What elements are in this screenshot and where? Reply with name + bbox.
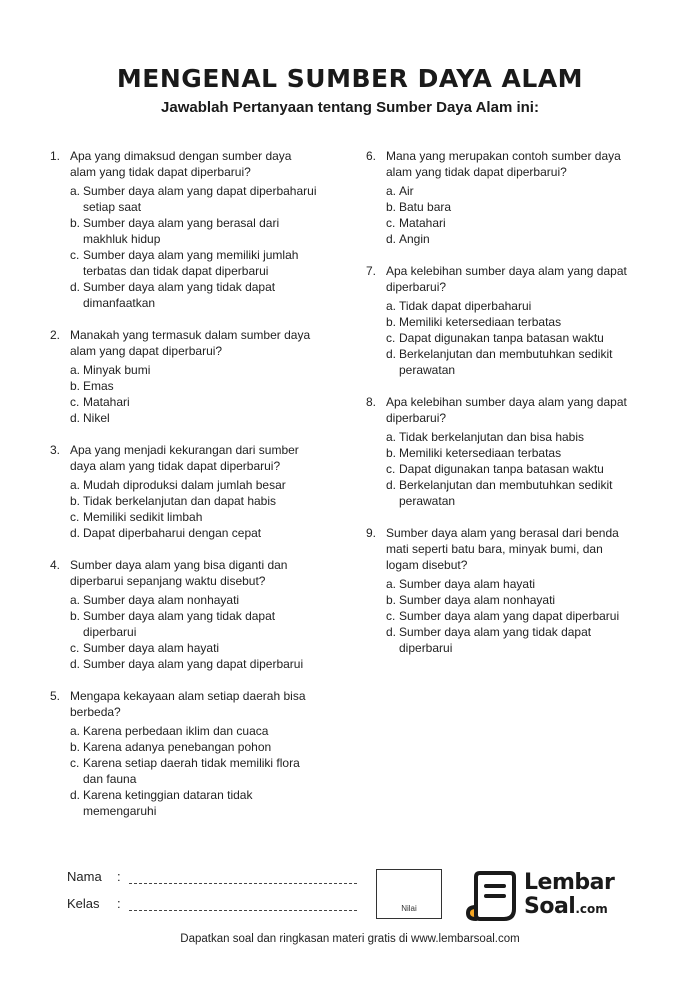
answer-option[interactable]	[386, 624, 636, 656]
answer-option[interactable]	[70, 656, 320, 672]
option-letter: d.	[70, 657, 81, 671]
option-letter: a.	[70, 724, 81, 738]
question-text: Sumber daya alam yang bisa diganti dan diperbarui sepanjang waktu disebut?	[70, 558, 288, 588]
option-letter: d.	[386, 232, 397, 246]
option-text: Memiliki sedikit limbah	[83, 510, 203, 524]
worksheet-title: MENGENAL SUMBER DAYA ALAM	[116, 64, 584, 93]
question-number: 4.	[50, 558, 61, 572]
option-letter: d.	[70, 411, 81, 425]
option-text: Air	[399, 184, 414, 198]
option-text: Sumber daya alam hayati	[399, 577, 536, 591]
option-letter: c.	[70, 641, 80, 655]
answer-option[interactable]	[386, 477, 636, 509]
option-text: Sumber daya alam yang memiliki jumlah terbatas dan tidak dapat diperbarui	[83, 248, 299, 278]
answer-option[interactable]	[386, 330, 636, 346]
option-letter: b.	[70, 216, 81, 230]
answer-option[interactable]	[386, 429, 636, 445]
answer-option[interactable]	[70, 509, 320, 525]
answer-option[interactable]	[70, 362, 320, 378]
option-text: Mudah diproduksi dalam jumlah besar	[83, 478, 286, 492]
option-letter: b.	[386, 200, 397, 214]
answer-option[interactable]	[70, 592, 320, 608]
answer-option[interactable]	[70, 525, 320, 541]
option-text: Angin	[399, 232, 430, 246]
option-letter: a.	[70, 363, 81, 377]
question-text: Mana yang merupakan contoh sumber daya alam yang tidak dapat diperbarui?	[386, 149, 621, 179]
answer-options	[50, 477, 320, 541]
option-letter: d.	[70, 280, 81, 294]
option-letter: a.	[386, 430, 397, 444]
option-text: Nikel	[83, 411, 110, 425]
answer-option[interactable]	[386, 231, 636, 247]
logo-dotcom: .com	[575, 902, 608, 916]
answer-options	[50, 362, 320, 426]
question-number: 6.	[366, 149, 377, 163]
question-item	[366, 148, 636, 247]
answer-option[interactable]	[386, 576, 636, 592]
answer-option[interactable]	[70, 410, 320, 426]
option-text: Memiliki ketersediaan terbatas	[399, 446, 562, 460]
question-item	[366, 525, 636, 656]
answer-option[interactable]	[70, 378, 320, 394]
question-item	[366, 263, 636, 378]
logo-word-lembar: Lembar	[524, 870, 615, 895]
question-item	[50, 557, 320, 672]
option-text: Tidak berkelanjutan dan bisa habis	[399, 430, 585, 444]
option-letter: a.	[386, 577, 397, 591]
scroll-document-icon	[466, 869, 518, 923]
question-number: 3.	[50, 443, 61, 457]
option-text: Karena adanya penebangan pohon	[83, 740, 272, 754]
option-letter: c.	[386, 216, 396, 230]
answer-option[interactable]	[386, 199, 636, 215]
option-text: Karena perbedaan iklim dan cuaca	[83, 724, 269, 738]
option-text: Berkelanjutan dan membutuhkan sedikit perawatan	[399, 347, 613, 377]
option-text: Sumber daya alam yang dapat diperbarui	[83, 657, 304, 671]
question-text: Manakah yang termasuk dalam sumber daya alam yang dapat diperbarui?	[70, 328, 311, 358]
questions-column-right	[366, 148, 636, 672]
question-number: 5.	[50, 689, 61, 703]
question-number: 8.	[366, 395, 377, 409]
option-letter: d.	[386, 478, 397, 492]
worksheet-subtitle: Jawablah Pertanyaan tentang Sumber Daya Alam ini:	[161, 99, 539, 116]
answer-options	[50, 592, 320, 672]
answer-option[interactable]	[70, 723, 320, 739]
option-text: Minyak bumi	[83, 363, 151, 377]
questions-column-left	[50, 148, 320, 835]
option-letter: c.	[386, 331, 396, 345]
class-label: Kelas	[67, 896, 100, 911]
question-header	[366, 525, 636, 573]
logo-soal-text: Soal	[524, 894, 576, 919]
option-text: Emas	[83, 379, 114, 393]
option-text: Sumber daya alam yang tidak dapat diperbarui	[83, 609, 276, 639]
option-letter: b.	[70, 494, 81, 508]
question-text: Mengapa kekayaan alam setiap daerah bisa berbeda?	[70, 689, 306, 719]
option-text: Batu bara	[399, 200, 452, 214]
question-text: Sumber daya alam yang berasal dari benda mati seperti batu bara, minyak bumi, dan logam disebut?	[386, 526, 619, 572]
option-text: Memiliki ketersediaan terbatas	[399, 315, 562, 329]
question-item	[366, 394, 636, 509]
answer-options	[366, 298, 636, 378]
option-letter: d.	[386, 347, 397, 361]
answer-options	[50, 723, 320, 819]
option-text: Karena ketinggian dataran tidak memengaruhi	[83, 788, 253, 818]
question-header	[50, 327, 320, 359]
option-text: Sumber daya alam hayati	[83, 641, 220, 655]
answer-option[interactable]	[70, 394, 320, 410]
logo-word-soal	[524, 894, 608, 919]
question-text: Apa yang menjadi kekurangan dari sumber daya alam yang tidak dapat diperbarui?	[70, 443, 299, 473]
question-item	[50, 442, 320, 541]
answer-option[interactable]	[70, 493, 320, 509]
option-letter: d.	[70, 526, 81, 540]
option-letter: b.	[70, 609, 81, 623]
question-text: Apa yang dimaksud dengan sumber daya alam yang tidak dapat diperbarui?	[70, 149, 292, 179]
answer-option[interactable]	[70, 608, 320, 640]
option-letter: b.	[70, 379, 81, 393]
option-letter: c.	[70, 395, 80, 409]
option-text: Sumber daya alam nonhayati	[399, 593, 556, 607]
score-box[interactable]	[376, 869, 442, 919]
answer-option[interactable]	[70, 739, 320, 755]
answer-option[interactable]	[386, 183, 636, 199]
answer-option[interactable]	[70, 247, 320, 279]
option-text: Sumber daya alam yang tidak dapat dimanfaatkan	[83, 280, 276, 310]
option-text: Sumber daya alam yang dapat diperbarui	[399, 609, 620, 623]
name-row	[67, 869, 357, 884]
option-text: Dapat digunakan tanpa batasan waktu	[399, 331, 604, 345]
question-number: 9.	[366, 526, 377, 540]
question-text: Apa kelebihan sumber daya alam yang dapat diperbarui?	[386, 264, 627, 294]
answer-options	[366, 183, 636, 247]
answer-option[interactable]	[70, 477, 320, 493]
option-letter: a.	[70, 593, 81, 607]
question-number: 7.	[366, 264, 377, 278]
option-text: Sumber daya alam yang tidak dapat diperbarui	[399, 625, 592, 655]
option-letter: a.	[70, 478, 81, 492]
option-letter: c.	[386, 462, 396, 476]
option-text: Dapat diperbaharui dengan cepat	[83, 526, 262, 540]
option-letter: b.	[386, 446, 397, 460]
answer-option[interactable]	[70, 183, 320, 215]
option-letter: b.	[386, 593, 397, 607]
question-header	[366, 148, 636, 180]
answer-option[interactable]	[386, 314, 636, 330]
option-letter: c.	[70, 248, 80, 262]
option-text: Sumber daya alam nonhayati	[83, 593, 240, 607]
answer-option[interactable]	[386, 346, 636, 378]
option-letter: b.	[70, 740, 81, 754]
lembarsoal-logo	[466, 869, 626, 925]
answer-option[interactable]	[386, 215, 636, 231]
answer-option[interactable]	[386, 461, 636, 477]
question-header	[50, 148, 320, 180]
answer-option[interactable]	[386, 445, 636, 461]
answer-option[interactable]	[70, 640, 320, 656]
question-item	[50, 327, 320, 426]
option-text: Sumber daya alam yang berasal dari makhluk hidup	[83, 216, 280, 246]
question-number: 1.	[50, 149, 61, 163]
option-letter: c.	[70, 510, 80, 524]
option-text: Karena setiap daerah tidak memiliki flora dan fauna	[83, 756, 300, 786]
option-letter: d.	[70, 788, 81, 802]
question-header	[50, 688, 320, 720]
class-row	[67, 896, 357, 911]
option-letter: d.	[386, 625, 397, 639]
option-text: Matahari	[83, 395, 130, 409]
option-letter: c.	[70, 756, 80, 770]
class-colon: :	[117, 896, 121, 911]
answer-option[interactable]	[386, 592, 636, 608]
footer-note: Dapatkan soal dan ringkasan materi gratis di www.lembarsoal.com	[180, 933, 520, 945]
answer-option[interactable]	[70, 755, 320, 787]
name-field-line[interactable]	[129, 871, 357, 884]
answer-option[interactable]	[70, 279, 320, 311]
option-letter: a.	[386, 299, 397, 313]
option-text: Berkelanjutan dan membutuhkan sedikit perawatan	[399, 478, 613, 508]
question-header	[366, 394, 636, 426]
option-text: Matahari	[399, 216, 446, 230]
option-text: Dapat digunakan tanpa batasan waktu	[399, 462, 604, 476]
question-text: Apa kelebihan sumber daya alam yang dapat diperbarui?	[386, 395, 627, 425]
name-colon: :	[117, 869, 121, 884]
option-letter: c.	[386, 609, 396, 623]
option-text: Tidak berkelanjutan dan dapat habis	[83, 494, 277, 508]
option-text: Tidak dapat diperbaharui	[399, 299, 532, 313]
option-letter: a.	[386, 184, 397, 198]
answer-option[interactable]	[386, 608, 636, 624]
option-letter: a.	[70, 184, 81, 198]
answer-options	[366, 576, 636, 656]
question-header	[366, 263, 636, 295]
option-letter: b.	[386, 315, 397, 329]
class-field-line[interactable]	[129, 898, 357, 911]
answer-option[interactable]	[70, 787, 320, 819]
score-label: Nilai	[401, 904, 417, 913]
answer-option[interactable]	[386, 298, 636, 314]
question-number: 2.	[50, 328, 61, 342]
name-label: Nama	[67, 869, 102, 884]
question-header	[50, 557, 320, 589]
answer-options	[366, 429, 636, 509]
question-header	[50, 442, 320, 474]
answer-option[interactable]	[70, 215, 320, 247]
answer-options	[50, 183, 320, 311]
option-text: Sumber daya alam yang dapat diperbaharui setiap saat	[83, 184, 317, 214]
question-item	[50, 688, 320, 819]
question-item	[50, 148, 320, 311]
